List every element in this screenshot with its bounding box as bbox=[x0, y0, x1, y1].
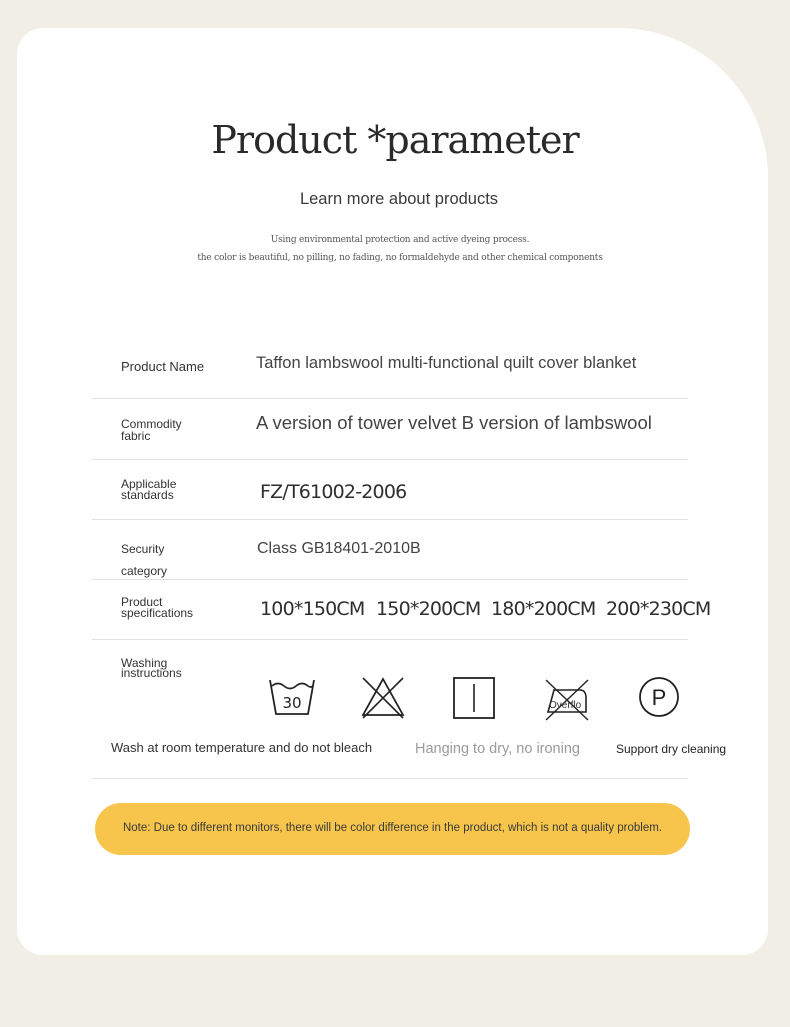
no-iron-icon bbox=[544, 676, 590, 724]
divider bbox=[92, 519, 688, 520]
standards-value: FZ/T61002-2006 bbox=[260, 481, 407, 503]
security-label-line-2: category bbox=[121, 564, 168, 578]
washing-label-line-1: Washing bbox=[121, 656, 168, 670]
standards-label-line-2: standards bbox=[121, 488, 174, 502]
size-option-1: 100*150CM bbox=[260, 598, 365, 620]
product-name-label: Product Name bbox=[121, 359, 205, 374]
divider bbox=[92, 459, 688, 460]
fabric-value: A version of tower velvet B version of lambswool bbox=[256, 412, 652, 433]
care-text-dry: Hanging to dry, no ironing bbox=[415, 741, 580, 757]
security-value: Class GB18401-2010B bbox=[257, 540, 421, 557]
product-name-value: Taffon lambswool multi-functional quilt cover blanket bbox=[256, 354, 637, 372]
hang-dry-icon bbox=[452, 676, 496, 720]
size-option-4: 200*230CM bbox=[606, 598, 711, 620]
divider bbox=[92, 398, 688, 399]
description-line-2: the color is beautiful, no pilling, no fading, no formaldehyde and other chemical components bbox=[197, 253, 603, 263]
iron-overlay-text: Overflo bbox=[549, 700, 582, 711]
page-title: Product *parameter bbox=[211, 118, 579, 162]
divider bbox=[92, 778, 688, 779]
specs-label-line-1: Product bbox=[121, 595, 163, 609]
size-option-3: 180*200CM bbox=[491, 598, 596, 620]
note-text: Note: Due to different monitors, there will be color difference in the product, which is not a quality problem. bbox=[122, 822, 663, 834]
divider bbox=[92, 639, 688, 640]
description-line-1: Using environmental protection and active dyeing process. bbox=[270, 235, 530, 245]
security-label-line-1: Security bbox=[121, 542, 165, 556]
fabric-label-line-1: Commodity bbox=[121, 417, 182, 431]
size-option-2: 150*200CM bbox=[376, 598, 481, 620]
dry-clean-letter: P bbox=[651, 685, 667, 710]
wash-temp-text: 30 bbox=[282, 694, 302, 712]
wash-30-icon bbox=[268, 676, 316, 720]
specs-label-line-2: specifications bbox=[121, 606, 194, 620]
note-banner bbox=[95, 803, 690, 855]
standards-label-line-1: Applicable bbox=[121, 477, 177, 491]
divider bbox=[92, 579, 688, 580]
care-text-dry-clean: Support dry cleaning bbox=[616, 742, 727, 756]
page-subtitle: Learn more about products bbox=[299, 190, 499, 208]
dry-clean-p-icon bbox=[637, 676, 681, 720]
no-bleach-icon bbox=[360, 676, 406, 720]
care-text-wash: Wash at room temperature and do not bleach bbox=[111, 740, 373, 755]
fabric-label-line-2: fabric bbox=[121, 429, 151, 443]
washing-label-line-2: instructions bbox=[121, 666, 182, 680]
